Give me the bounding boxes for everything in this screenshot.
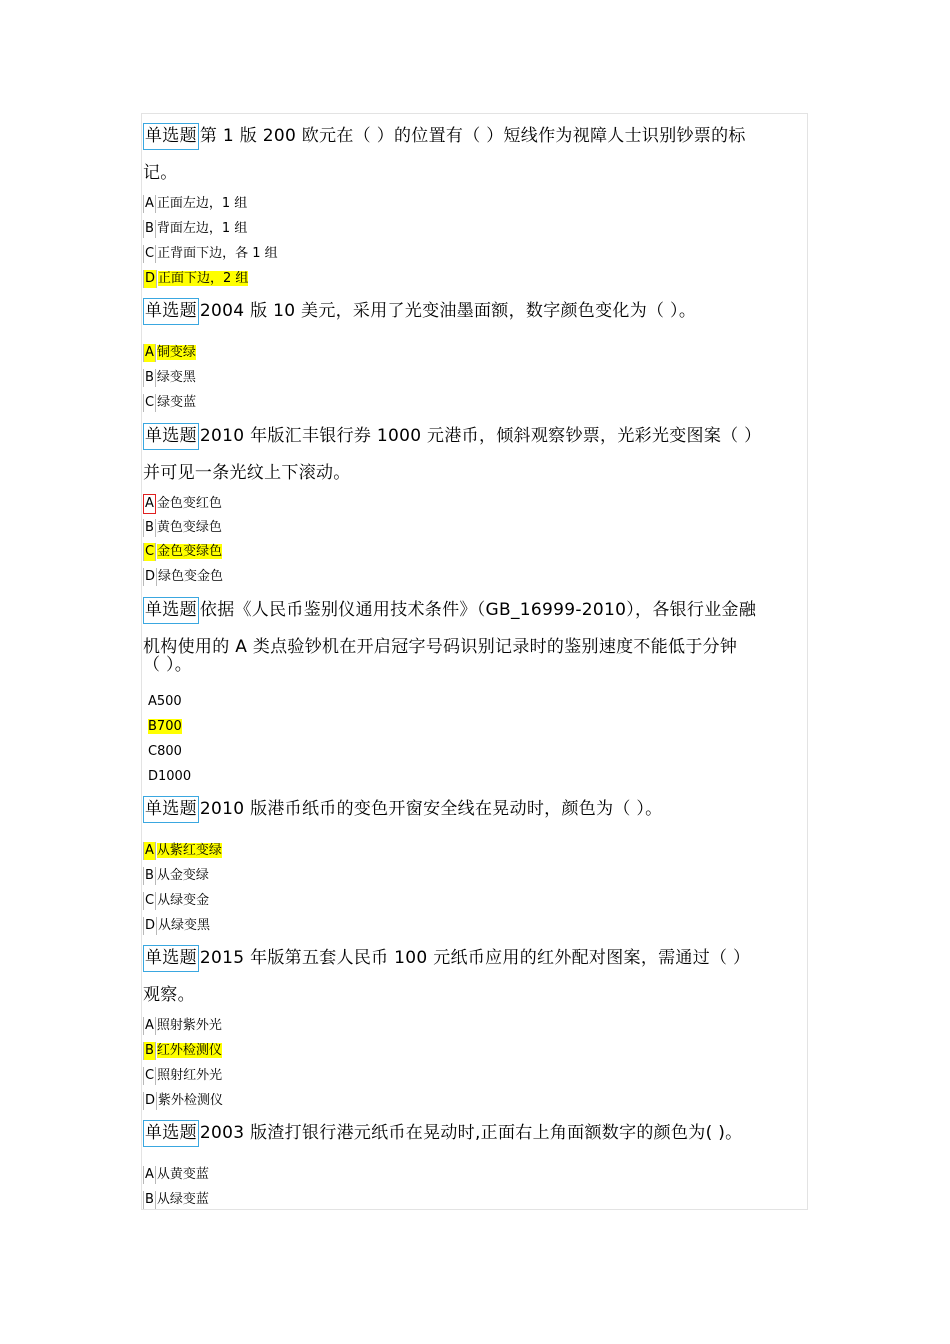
option-letter: C — [145, 893, 155, 908]
question-3 — [143, 418, 807, 492]
option-letter: B — [145, 520, 154, 535]
option-c — [143, 245, 278, 263]
option-text: 从金变绿 — [156, 868, 209, 883]
option-letter: C — [145, 544, 155, 559]
option-text: 金色变红色 — [156, 496, 222, 511]
option-text: 照射红外光 — [157, 1068, 223, 1083]
option-a — [143, 195, 247, 213]
option-a — [143, 1017, 222, 1035]
option-text: 金色变绿色 — [157, 544, 223, 559]
option-letter: B — [145, 221, 154, 236]
option-d — [143, 1092, 223, 1110]
option-letter: B — [145, 868, 154, 883]
option-text: 黄色变绿色 — [156, 520, 222, 535]
question-text: 2004 版 10 美元，采用了光变油墨面额，数字颜色变化为（ ）。 — [199, 301, 697, 321]
question-text: 2003 版渣打银行港元纸币在晃动时,正面右上角面额数字的颜色为( )。 — [199, 1123, 743, 1143]
option-text: 绿色变金色 — [158, 569, 224, 584]
option-text: 绿变黑 — [156, 370, 196, 385]
option-text: 从绿变蓝 — [156, 1192, 209, 1207]
option-text: 从黄变蓝 — [156, 1167, 209, 1182]
option-text: 正背面下边，各 1 组 — [157, 246, 278, 261]
option-a — [143, 494, 222, 514]
question-text: 2010 版港币纸币的变色开窗安全线在晃动时，颜色为（ ）。 — [199, 799, 663, 819]
question-type-tag: 单选题 — [143, 1120, 199, 1147]
option-letter: A — [145, 1018, 154, 1033]
question-text: 第 1 版 200 欧元在（ ）的位置有（ ）短线作为视障人士识别钞票的标 — [199, 126, 746, 146]
option-text: 绿变蓝 — [157, 395, 197, 410]
question-2 — [143, 293, 807, 330]
option-c — [143, 892, 209, 910]
option-text: A500 — [148, 694, 182, 709]
option-text: B700 — [148, 719, 182, 734]
option-text: 正面左边，1 组 — [156, 196, 248, 211]
option-b-correct — [143, 718, 182, 736]
option-letter: C — [145, 246, 155, 261]
option-letter: A — [145, 196, 154, 211]
option-letter: A — [145, 843, 154, 858]
option-letter: C — [145, 395, 155, 410]
option-d — [143, 568, 223, 586]
option-c — [143, 743, 182, 761]
option-d — [143, 768, 191, 786]
option-letter: B — [145, 1043, 154, 1058]
option-b — [143, 220, 247, 238]
option-b — [143, 369, 196, 387]
question-4 — [143, 592, 807, 676]
question-text: 机构使用的 A 类点验钞机在开启冠字号码识别记录时的鉴别速度不能低于分钟 — [143, 637, 738, 657]
option-text: C800 — [148, 744, 182, 759]
question-text: 依据《人民币鉴别仪通用技术条件》（GB_16999-2010），各银行业金融 — [199, 600, 757, 620]
question-text: 记。 — [143, 163, 178, 183]
option-text: 照射紫外光 — [156, 1018, 222, 1033]
option-a-correct — [143, 344, 196, 362]
question-type-tag: 单选题 — [143, 945, 199, 972]
option-text: D1000 — [148, 769, 192, 784]
option-letter: A — [143, 494, 156, 514]
option-letter: D — [145, 1093, 156, 1108]
question-text: 2010 年版汇丰银行券 1000 元港币，倾斜观察钞票，光彩光变图案（ ） — [199, 426, 762, 446]
option-a — [143, 693, 182, 711]
option-letter: B — [145, 370, 154, 385]
option-letter: D — [145, 271, 156, 286]
option-text: 从紫红变绿 — [156, 843, 222, 858]
option-text: 正面下边，2 组 — [158, 271, 249, 286]
option-letter: D — [145, 918, 156, 933]
question-type-tag: 单选题 — [143, 597, 199, 624]
option-c — [143, 394, 196, 412]
question-type-tag: 单选题 — [143, 796, 199, 823]
question-text: （ ）。 — [143, 655, 193, 675]
option-a-correct — [143, 842, 222, 860]
option-letter: A — [145, 345, 154, 360]
option-b — [143, 519, 222, 537]
option-d — [143, 917, 210, 935]
option-text: 铜变绿 — [156, 345, 196, 360]
question-type-tag: 单选题 — [143, 298, 199, 325]
option-text: 从绿变黑 — [158, 918, 211, 933]
question-7 — [143, 1115, 807, 1152]
question-text: 观察。 — [143, 985, 195, 1005]
option-d-correct — [143, 270, 248, 288]
option-letter: B — [145, 1192, 154, 1207]
option-text: 从绿变金 — [157, 893, 210, 908]
option-letter: D — [145, 569, 156, 584]
question-type-tag: 单选题 — [143, 423, 199, 450]
option-b — [143, 867, 209, 885]
option-text: 红外检测仪 — [156, 1043, 222, 1058]
option-letter: A — [145, 1167, 154, 1182]
option-b-correct — [143, 1042, 222, 1060]
question-5 — [143, 791, 807, 828]
question-6 — [143, 940, 807, 1014]
question-text: 并可见一条光纹上下滚动。 — [143, 463, 351, 483]
option-b — [143, 1191, 209, 1209]
option-text: 背面左边，1 组 — [156, 221, 248, 236]
option-text: 紫外检测仪 — [158, 1093, 224, 1108]
option-c-correct — [143, 543, 222, 561]
question-1 — [143, 118, 807, 192]
option-c — [143, 1067, 222, 1085]
question-text: 2015 年版第五套人民币 100 元纸币应用的红外配对图案，需通过（ ） — [199, 948, 751, 968]
question-type-tag: 单选题 — [143, 123, 199, 150]
option-a — [143, 1166, 209, 1184]
option-letter: C — [145, 1068, 155, 1083]
